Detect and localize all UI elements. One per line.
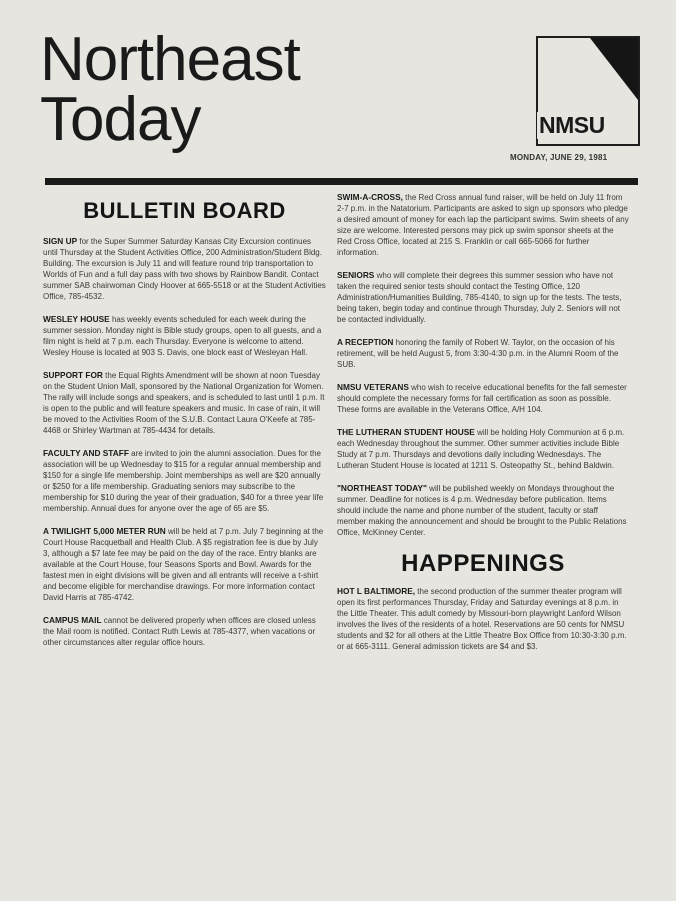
bulletin-item — [43, 526, 326, 603]
bulletin-item — [337, 483, 629, 538]
bulletin-item — [43, 370, 326, 436]
bulletin-item-text: will be held at 7 p.m. July 7 beginning at the Court House Racquetball and Health Club. A $5 registration fee is due by July 3, although a $7 late fee may be paid on the day of the race. Entry blanks are available at the Court House, four Seasons Sports and Bowl. Awards for the fastest men in eight divisions will be given and all entrants will receive a t-shirt and become eligible for merchandise drawings. For more information contact David Harris at 785-4742. — [43, 527, 324, 602]
bulletin-item-lead: SWIM-A-CROSS, — [337, 192, 403, 202]
bulletin-item-lead: CAMPUS MAIL — [43, 615, 102, 625]
bulletin-item — [337, 382, 629, 415]
bulletin-item-lead: NMSU VETERANS — [337, 382, 409, 392]
bulletin-item-text: honoring the family of Robert W. Taylor, on the occasion of his retirement, will be held August 5, from 3:30-4:30 p.m. in the Alumni Room of the SUB. — [337, 338, 619, 369]
masthead-rule — [45, 178, 638, 185]
bulletin-item — [337, 427, 629, 471]
masthead-title — [40, 25, 300, 154]
nmsu-logo-text: NMSU — [537, 112, 627, 139]
bulletin-item-lead: FACULTY AND STAFF — [43, 448, 129, 458]
bulletin-item-text: for the Super Summer Saturday Kansas City Excursion continues until Thursday at the Student Activities Office, 200 Administration/Student Bldg. Building. The excursion is July 11 and will feature round trip transportation to Worlds of Fun and a full day pass with two shows by Rainbow Bandit. Contact summer SAB chairwoman Cindy Hoover at 665-5518 or at the Student Activities Office, 785-4532. — [43, 237, 326, 301]
masthead-title-line-1: Northeast — [40, 25, 300, 94]
bulletin-item-text: the Red Cross annual fund raiser, will be held on July 11 from 2-7 p.m. in the Natatorium. Participants are asked to sign up sponsors who pledge a desired amount of money for each lap the participant swims. Swim sheets of any size are welcome. Interested persons may pick up swim sponsor sheets at the Red Cross Office, located at 215 S. Franklin or call 665-5066 for further information. — [337, 193, 629, 257]
bulletin-item-lead: WESLEY HOUSE — [43, 314, 110, 324]
issue-date: MONDAY, JUNE 29, 1981 — [510, 153, 608, 162]
bulletin-item-lead: SUPPORT FOR — [43, 370, 103, 380]
bulletin-item — [337, 270, 629, 325]
bulletin-item-text: will be published weekly on Mondays throughout the summer. Deadline for notices is 4 p.m. Wednesday before publication. Items should include the name and phone number of the student, faculty or staff member making the announcement and should be brought to the Public Relations Office, McKinney Center. — [337, 484, 627, 537]
bulletin-item — [43, 615, 326, 648]
bulletin-item-lead: A RECEPTION — [337, 337, 394, 347]
bulletin-item-text: has weekly events scheduled for each week during the summer session. Monday night is Bible study groups, open to all guests, and a film night is held at 7 p.m. each Thursday. Everyone is welcome to attend. Wesley House is located at 903 S. Davis, one block east of Wesleyan Hall. — [43, 315, 322, 357]
bulletin-item-lead: SENIORS — [337, 270, 375, 280]
bulletin-item-text: are invited to join the alumni association. Dues for the association will be up Wednesday to $15 for a regular annual membership and $150 for a single life membership. Joint memberships as well are $20 annually or $250 for a life membership. Graduating seniors may subscribe to the membership for $10 during the year of their graduation, $40 for a three year life membership. Annual dues for anyone over the age of 65 are $5. — [43, 449, 324, 513]
right-column — [337, 192, 629, 664]
bulletin-item-lead: THE LUTHERAN STUDENT HOUSE — [337, 427, 475, 437]
bulletin-item-text: the Equal Rights Amendment will be shown at noon Tuesday on the Student Union Mall, sponsored by the National Organization for Women. The rally will include songs and speakers, and is scheduled to last until 1 p.m. It is open to the public and will feature speakers and music. In case of rain, it will be moved to the Activities Room of the S.U.B. Contact Laura O'Keefe at 785-4468 or Shirley Wartman at 785-4434 for details. — [43, 371, 325, 435]
bulletin-item-text: who will complete their degrees this summer session who have not taken the required senior tests should contact the Testing Office, 120 Administration/Humanities Building, 785-4140, to sign up for the tests. The tests, being taken, begin today and continue through Thursday, July 2. Seniors will not be contacted individually. — [337, 271, 622, 324]
masthead-title-line-2: Today — [40, 85, 201, 154]
bulletin-item-lead: SIGN UP — [43, 236, 78, 246]
bulletin-item-text: will be holding Holy Communion at 6 p.m. each Wednesday throughout the summer. Other summer activities include Bible Study at 7 p.m. Thursdays and devotions daily including Wednesdays. The Lutheran Student House is located at 1211 S. Osteopathy St., behind Baldwin. — [337, 428, 625, 470]
bulletin-item-text: cannot be delivered properly when offices are closed unless the Mail room is notified. Contact Ruth Lewis at 785-4377, when vacations or other circumstances alter regular office hours. — [43, 616, 316, 647]
bulletin-item — [43, 236, 326, 302]
bulletin-board-heading: BULLETIN BOARD — [83, 198, 286, 223]
happenings-item-text: the second production of the summer theater program will open its first performances Thursday, Friday and Saturday evenings at 8 p.m. in the Little Theater. This adult comedy by Missouri-born playwright Lanford Wilson involves the lives of the residents of a hotel. Reservations are 50 cents for NMSU students and $2 for all others at the Little Theatre Box Office from 10:30-3:30 p.m. or at 665-3111. General admission tickets are $4 and $3. — [337, 587, 627, 651]
bulletin-item-lead: "NORTHEAST TODAY" — [337, 483, 427, 493]
happenings-heading: HAPPENINGS — [401, 550, 565, 577]
happenings-item — [337, 586, 629, 652]
happenings-item-lead: HOT L BALTIMORE, — [337, 586, 416, 596]
left-column — [43, 192, 326, 660]
bulletin-item-lead: A TWILIGHT 5,000 METER RUN — [43, 526, 166, 536]
bulletin-item — [43, 448, 326, 514]
bulletin-item — [337, 192, 629, 258]
bulletin-item — [337, 337, 629, 370]
bulletin-item — [43, 314, 326, 358]
bulletin-item-text: who wish to receive educational benefits for the fall semester should complete the necessary forms for fall certification as soon as possible. These forms are available in the Veterans Office, A/H 104. — [337, 383, 627, 414]
